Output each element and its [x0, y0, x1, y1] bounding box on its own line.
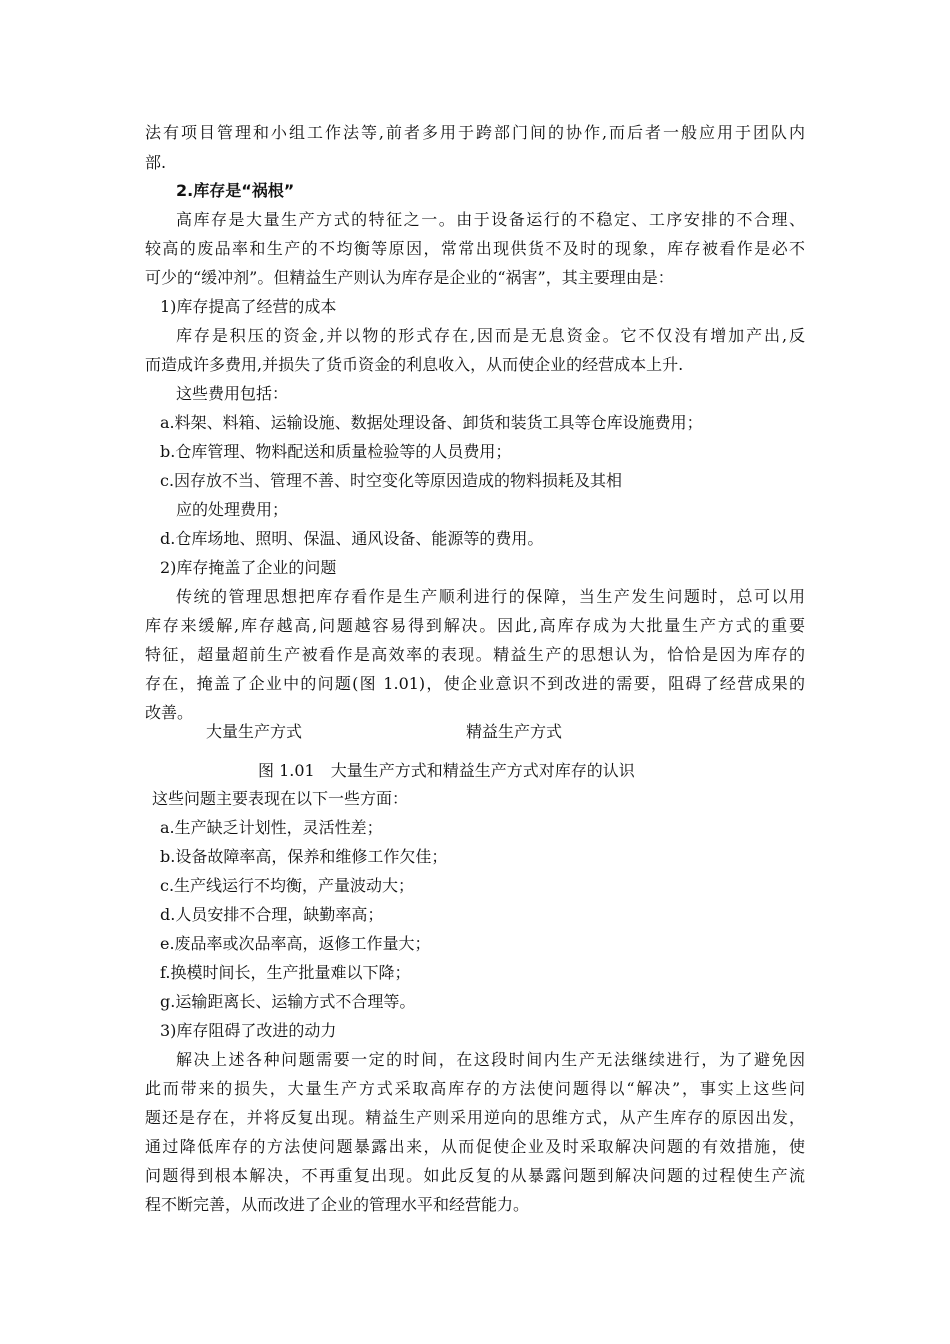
body-paragraph-line: 库存来缓解,库存越高,问题越容易得到解决。因此,高库存成为大批量生产方式的重要 — [145, 616, 805, 635]
figure-caption: 图 1.01 大量生产方式和精益生产方式对库存的认识 — [258, 761, 635, 780]
list-item: c.生产线运行不均衡，产量波动大； — [160, 876, 415, 895]
section-heading: 2.库存是“祸根” — [176, 181, 295, 200]
list-intro: 这些费用包括： — [176, 384, 289, 403]
list-item: b.设备故障率高，保养和维修工作欠佳； — [160, 847, 448, 866]
subsection-heading: 2)库存掩盖了企业的问题 — [160, 558, 337, 577]
body-paragraph-line: 较高的废品率和生产的不均衡等原因，常常出现供货不及时的现象，库存被看作是必不 — [145, 239, 805, 258]
body-paragraph-line: 此而带来的损失，大量生产方式采取高库存的方法使问题得以“解决”，事实上这些问 — [145, 1079, 805, 1098]
list-item: f.换模时间长，生产批量难以下降； — [160, 963, 411, 982]
body-paragraph-line: 解决上述各种问题需要一定的时间，在这段时间内生产无法继续进行，为了避免因 — [176, 1050, 805, 1069]
body-paragraph-line: 而造成许多费用,并损失了货币资金的利息收入，从而使企业的经营成本上升. — [145, 355, 684, 374]
body-paragraph-line: 程不断完善，从而改进了企业的管理水平和经营能力。 — [145, 1195, 530, 1214]
intro-paragraph-line: 部. — [145, 153, 167, 172]
subsection-heading: 3)库存阻碍了改进的动力 — [160, 1021, 337, 1040]
list-item: g.运输距离长、运输方式不合理等。 — [160, 992, 416, 1011]
body-paragraph-line: 问题得到根本解决，不再重复出现。如此反复的从暴露问题到解决问题的过程使生产流 — [145, 1166, 805, 1185]
figure-label-lean-production: 精益生产方式 — [466, 722, 563, 741]
list-item-continuation: 应的处理费用； — [176, 500, 289, 519]
body-paragraph-line: 存在，掩盖了企业中的问题(图 1.01)，使企业意识不到改进的需要，阻碍了经营成果的 — [145, 674, 805, 693]
intro-paragraph-line: 法有项目管理和小组工作法等,前者多用于跨部门间的协作,而后者一般应用于团队内 — [145, 123, 805, 142]
body-paragraph-line: 可少的“缓冲剂”。但精益生产则认为库存是企业的“祸害”，其主要理由是： — [145, 268, 674, 287]
list-intro: 这些问题主要表现在以下一些方面： — [152, 789, 409, 808]
body-paragraph-line: 传统的管理思想把库存看作是生产顺利进行的保障，当生产发生问题时，总可以用 — [176, 587, 805, 606]
body-paragraph-line: 高库存是大量生产方式的特征之一。由于设备运行的不稳定、工序安排的不合理、 — [176, 210, 805, 229]
body-paragraph-line: 特征，超量超前生产被看作是高效率的表现。精益生产的思想认为，恰恰是因为库存的 — [145, 645, 805, 664]
list-item: b.仓库管理、物料配送和质量检验等的人员费用； — [160, 442, 512, 461]
list-item: c.因存放不当、管理不善、时空变化等原因造成的物料损耗及其相 — [160, 471, 623, 490]
body-paragraph-line: 题还是存在，并将反复出现。精益生产则采用逆向的思维方式，从产生库存的原因出发， — [145, 1108, 805, 1127]
body-paragraph-line: 库存是积压的资金,并以物的形式存在,因而是无息资金。它不仅没有增加产出,反 — [176, 326, 805, 345]
list-item: a.生产缺乏计划性，灵活性差； — [160, 818, 383, 837]
body-paragraph-line: 通过降低库存的方法使问题暴露出来，从而促使企业及时采取解决问题的有效措施，使 — [145, 1137, 805, 1156]
list-item: d.人员安排不合理，缺勤率高； — [160, 905, 384, 924]
figure-label-mass-production: 大量生产方式 — [206, 722, 303, 741]
subsection-heading: 1)库存提高了经营的成本 — [160, 297, 337, 316]
list-item: d.仓库场地、照明、保温、通风设备、能源等的费用。 — [160, 529, 544, 548]
list-item: a.料架、料箱、运输设施、数据处理设备、卸货和装货工具等仓库设施费用； — [160, 413, 703, 432]
list-item: e.废品率或次品率高，返修工作量大； — [160, 934, 431, 953]
body-paragraph-line: 改善。 — [145, 703, 194, 722]
